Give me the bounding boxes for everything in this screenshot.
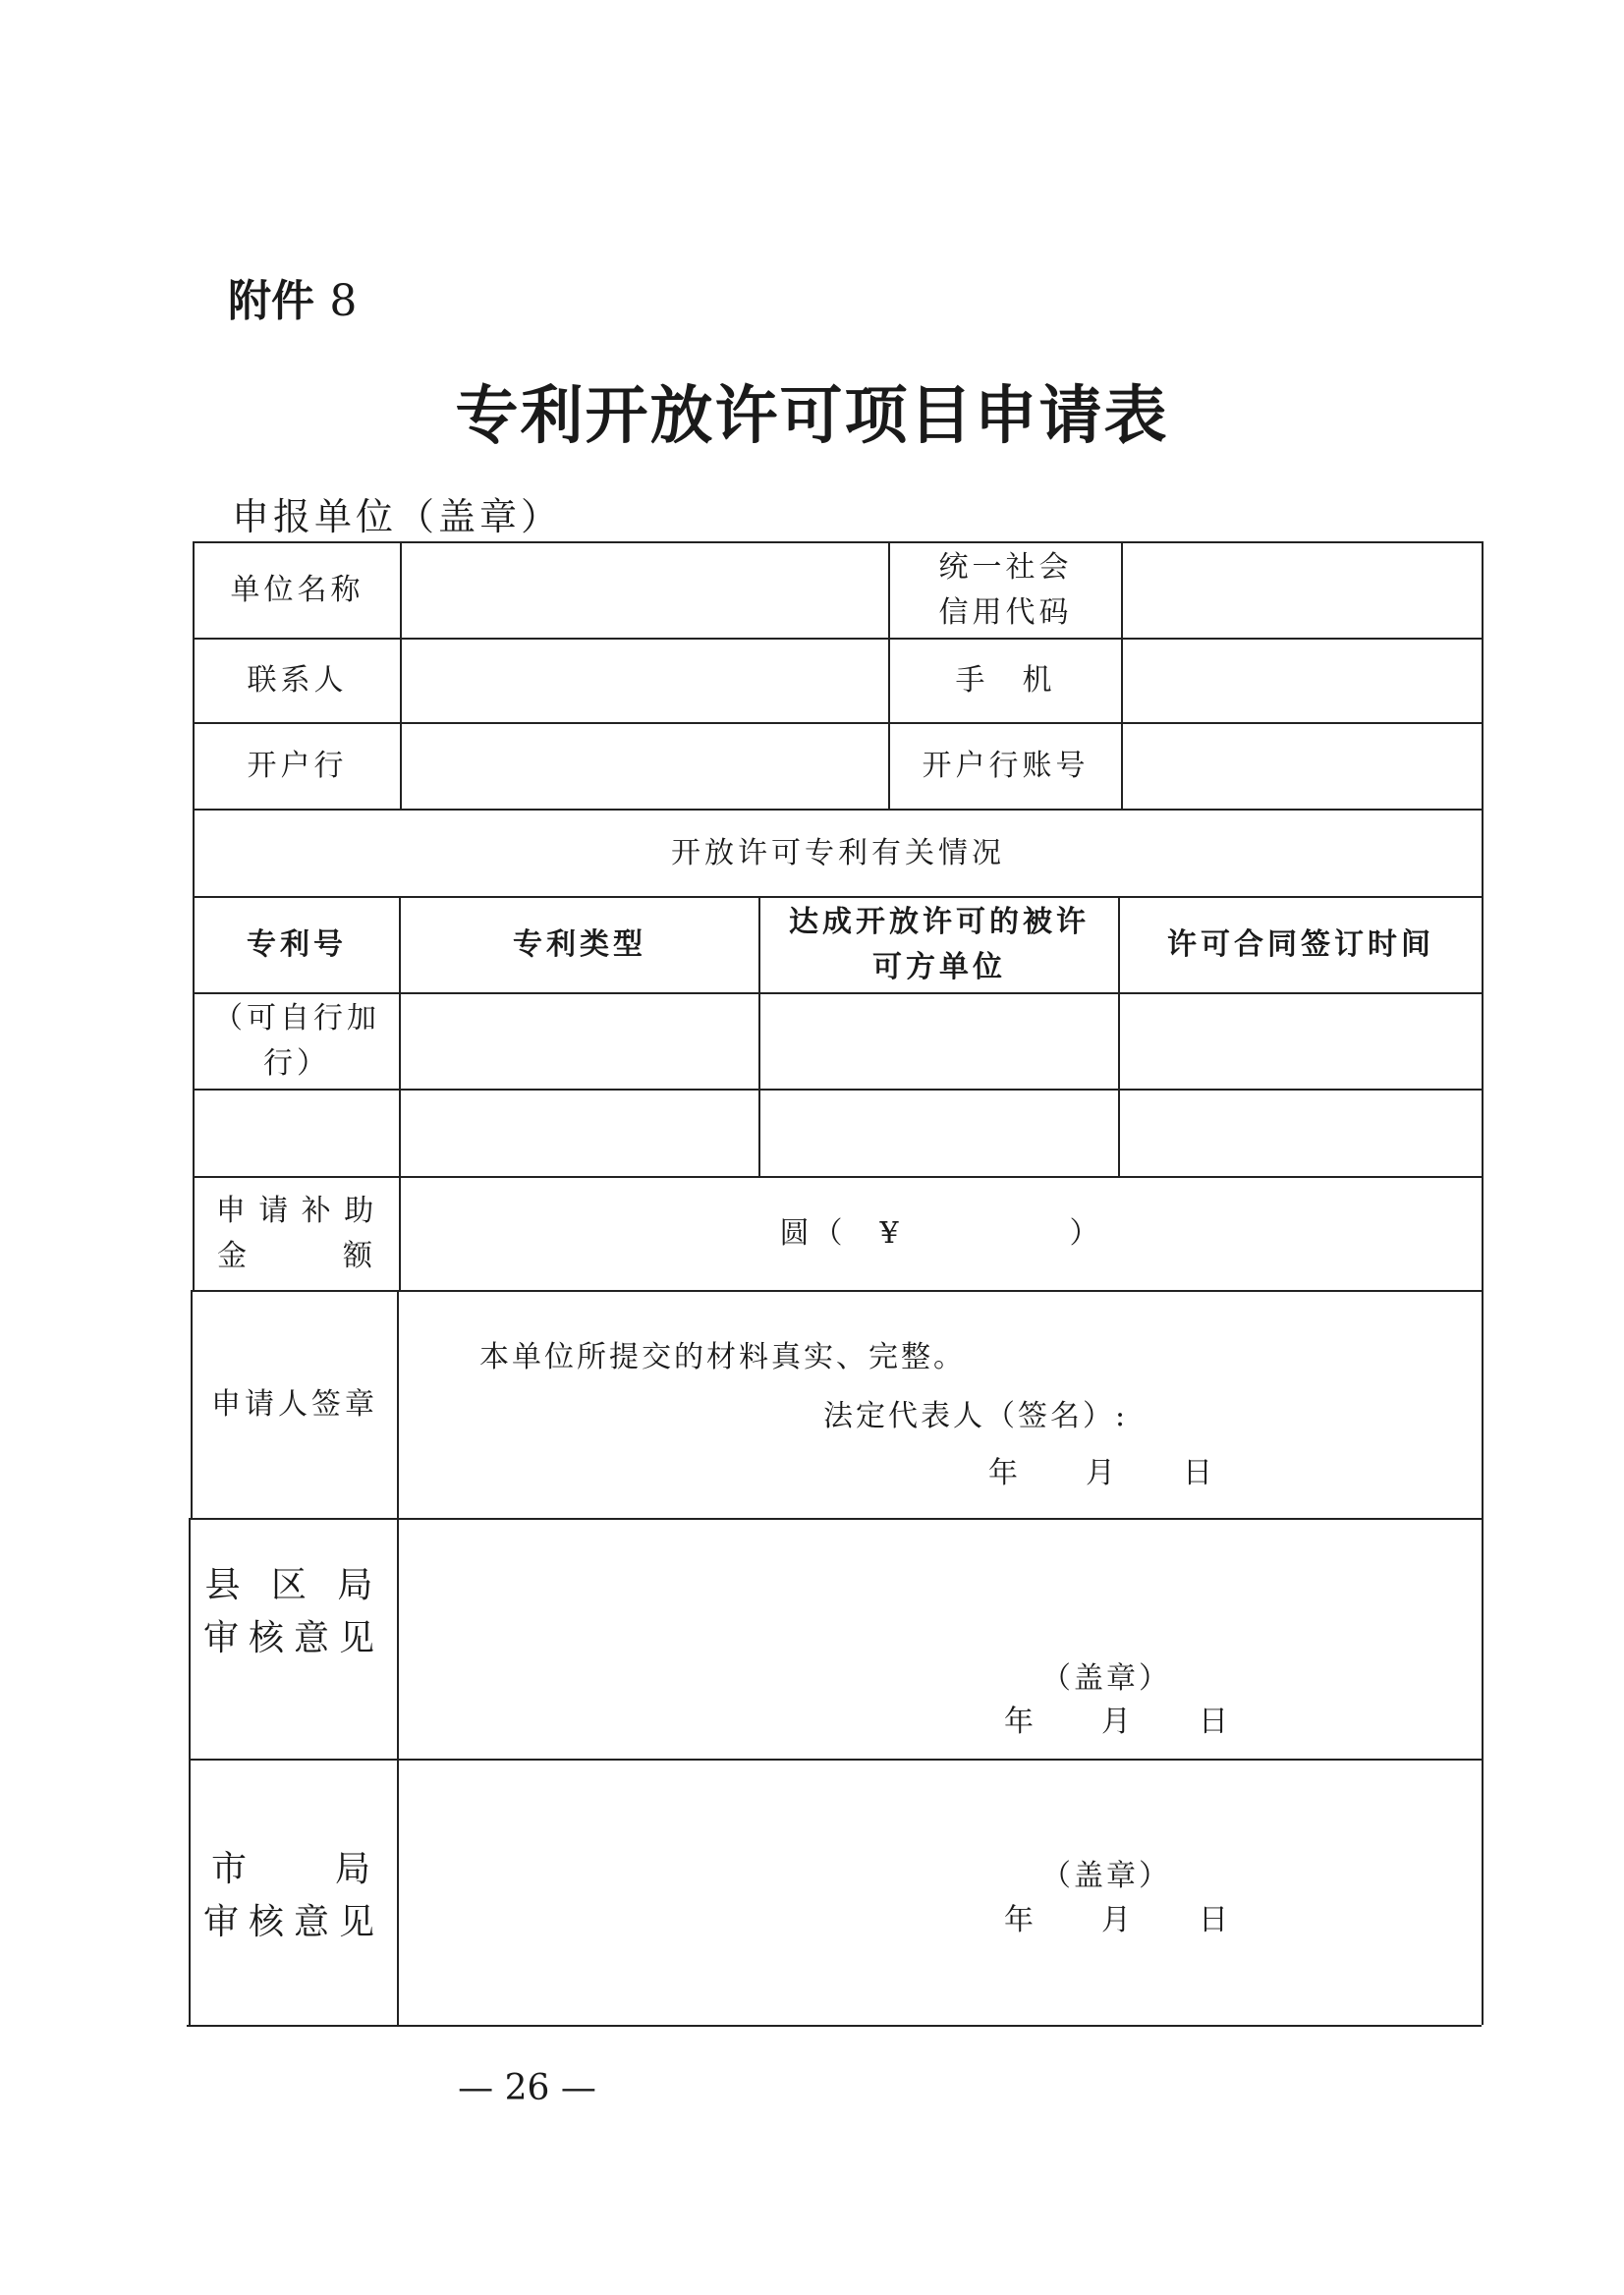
- phone-field[interactable]: [1123, 640, 1482, 722]
- section-title: 开放许可专利有关情况: [671, 835, 1005, 870]
- licensee-field-2[interactable]: [760, 1091, 1118, 1176]
- signature-statement: 本单位所提交的材料真实、完整。: [479, 1340, 966, 1374]
- bank-field[interactable]: [402, 724, 888, 809]
- city-review-label: 市 局 审核意见: [202, 1849, 384, 1942]
- credit-code-field[interactable]: [1123, 543, 1482, 638]
- row-note: （可自行加 行）: [213, 1001, 380, 1081]
- bank-label: 开户行: [247, 749, 348, 783]
- unit-name-label: 单位名称: [230, 573, 364, 607]
- subsidy-amount-field[interactable]: 圆（ ¥ ）: [779, 1216, 1103, 1251]
- county-date: 年 月 日: [1004, 1705, 1231, 1739]
- col-patent-no: 专利号: [247, 927, 347, 962]
- bank-account-label: 开户行账号: [922, 749, 1090, 783]
- phone-label: 手 机: [955, 663, 1056, 698]
- contact-field[interactable]: [402, 640, 888, 722]
- signature-date: 年 月 日: [988, 1456, 1215, 1490]
- county-seal-label: （盖章）: [1041, 1661, 1171, 1696]
- page-number: — 26 —: [458, 2068, 596, 2108]
- attachment-label: 附件 8: [228, 276, 358, 326]
- county-review-label: 县 区 局 审核意见: [202, 1565, 384, 1658]
- legal-rep-label: 法定代表人（签名）:: [823, 1399, 1129, 1433]
- sign-time-field-1[interactable]: [1120, 994, 1482, 1089]
- page-title: 专利开放许可项目申请表: [455, 380, 1169, 453]
- patent-no-field-2[interactable]: [195, 1091, 399, 1176]
- unit-name-field[interactable]: [402, 543, 888, 638]
- patent-type-field-1[interactable]: [401, 994, 758, 1089]
- city-seal-label: （盖章）: [1041, 1859, 1171, 1893]
- col-patent-type: 专利类型: [513, 927, 646, 962]
- subsidy-label: 申 请 补 助 金 额: [215, 1194, 376, 1273]
- licensee-field-1[interactable]: [760, 994, 1118, 1089]
- applicant-unit-label: 申报单位（盖章）: [232, 495, 563, 538]
- credit-code-label: 统一社会 信用代码: [938, 550, 1073, 630]
- city-date: 年 月 日: [1004, 1903, 1231, 1937]
- sign-time-field-2[interactable]: [1120, 1091, 1482, 1176]
- contact-label: 联系人: [247, 663, 348, 698]
- col-sign-time: 许可合同签订时间: [1167, 927, 1434, 962]
- bank-account-field[interactable]: [1123, 724, 1482, 809]
- col-licensee: 达成开放许可的被许 可方单位: [789, 905, 1090, 984]
- attachment-number: 8: [329, 276, 358, 326]
- patent-type-field-2[interactable]: [401, 1091, 758, 1176]
- signature-label: 申请人签章: [211, 1387, 378, 1422]
